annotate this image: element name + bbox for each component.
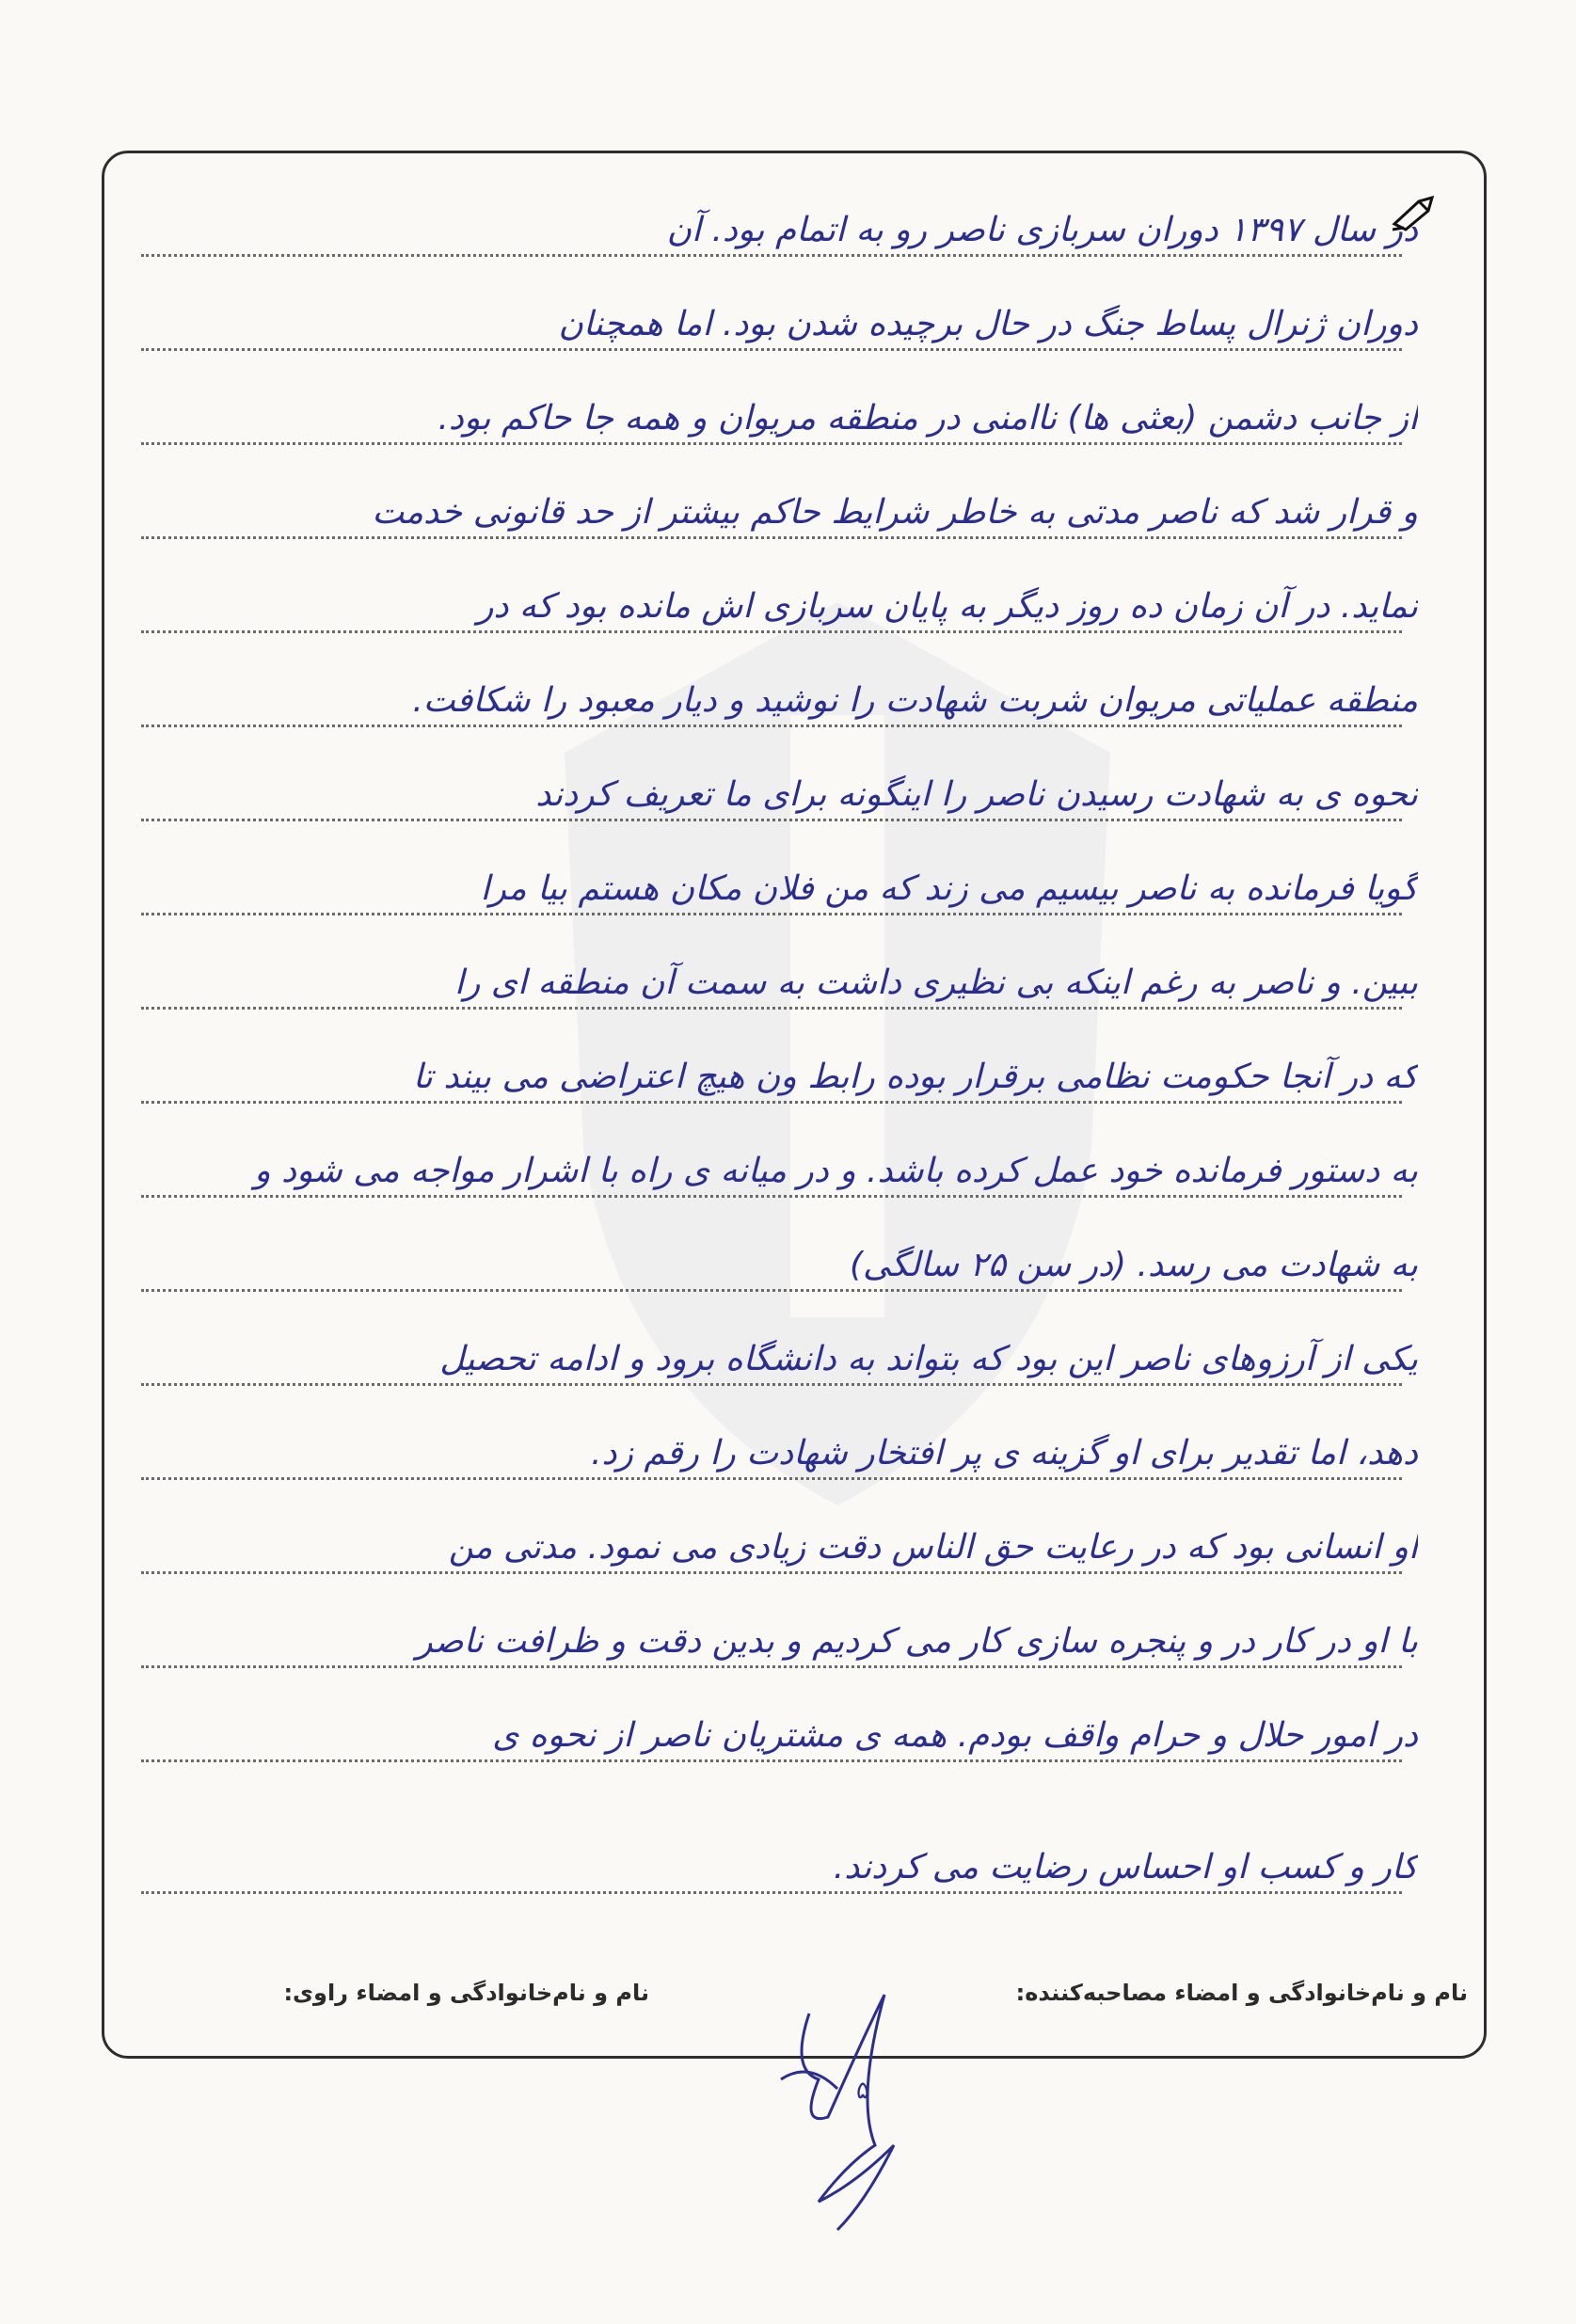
dotted-rule: [141, 536, 1402, 539]
dotted-rule: [141, 1101, 1402, 1104]
dotted-rule: [141, 1665, 1402, 1668]
dotted-rule: [141, 819, 1402, 821]
handwritten-line: نحوه ی به شهادت رسیدن ناصر را اینگونه برای ما تعریف کردند: [535, 775, 1418, 814]
handwritten-signature: [753, 1957, 941, 2239]
handwritten-line: یکی از آرزوهای ناصر این بود که بتواند به دانشگاه برود و ادامه تحصیل: [439, 1340, 1418, 1378]
dotted-rule: [141, 1891, 1402, 1894]
page-number: ۵: [856, 2077, 869, 2105]
handwritten-line: که در آنجا حکومت نظامی برقرار بوده رابط ون هیچ اعتراضی می بیند تا: [412, 1058, 1418, 1096]
dotted-rule: [141, 1571, 1402, 1574]
handwritten-line: به شهادت می رسد. (در سن ۲۵ سالگی): [850, 1246, 1418, 1284]
interviewer-signature-label: نام و نام‌خانوادگی و امضاء مصاحبه‌کننده:: [1015, 1980, 1468, 2006]
handwritten-line: به دستور فرمانده خود عمل کرده باشد. و در میانه ی راه با اشرار مواجه می شود و: [254, 1152, 1418, 1190]
handwritten-line: در سال ۱۳۹۷ دوران سربازی ناصر رو به اتمام بود. آن: [666, 211, 1418, 249]
dotted-rule: [141, 724, 1402, 727]
dotted-rule: [141, 1007, 1402, 1010]
dotted-rule: [141, 254, 1402, 257]
dotted-rule: [141, 442, 1402, 445]
handwritten-line: از جانب دشمن (بعثی ها) ناامنی در منطقه مریوان و همه جا حاکم بود.: [438, 399, 1418, 438]
dotted-rule: [141, 630, 1402, 633]
dotted-rule: [141, 1195, 1402, 1198]
handwritten-line: گویا فرمانده به ناصر بیسیم می زند که من فلان مکان هستم بیا مرا: [480, 869, 1418, 908]
handwritten-line: ببین. و ناصر به رغم اینکه بی نظیری داشت به سمت آن منطقه ای را: [454, 963, 1418, 1002]
handwritten-line: دوران ژنرال پساط جنگ در حال برچیده شدن بود. اما همچنان: [558, 305, 1418, 343]
handwritten-line: در امور حلال و حرام واقف بودم. همه ی مشتریان ناصر از نحوه ی: [492, 1716, 1418, 1755]
dotted-rule: [141, 913, 1402, 915]
handwritten-line: منطقه عملیاتی مریوان شربت شهادت را نوشید و دیار معبود را شکافت.: [412, 681, 1418, 720]
dotted-rule: [141, 1759, 1402, 1762]
handwritten-line: و قرار شد که ناصر مدتی به خاطر شرایط حاکم بیشتر از حد قانونی خدمت: [372, 493, 1418, 532]
narrator-signature-label: نام و نام‌خانوادگی و امضاء راوی:: [283, 1980, 649, 2006]
handwritten-line: او انسانی بود که در رعایت حق الناس دقت زیادی می نمود. مدتی من: [448, 1528, 1418, 1567]
dotted-rule: [141, 1289, 1402, 1292]
dotted-rule: [141, 1383, 1402, 1386]
handwritten-line: دهد، اما تقدیر برای او گزینه ی پر افتخار شهادت را رقم زد.: [591, 1434, 1418, 1472]
handwritten-line: نماید. در آن زمان ده روز دیگر به پایان سربازی اش مانده بود که در: [477, 587, 1418, 626]
dotted-rule: [141, 348, 1402, 351]
handwritten-line: با او در کار در و پنجره سازی کار می کردیم و بدین دقت و ظرافت ناصر: [416, 1622, 1418, 1661]
dotted-rule: [141, 1477, 1402, 1480]
handwritten-line: کار و کسب او احساس رضایت می کردند.: [833, 1848, 1418, 1886]
